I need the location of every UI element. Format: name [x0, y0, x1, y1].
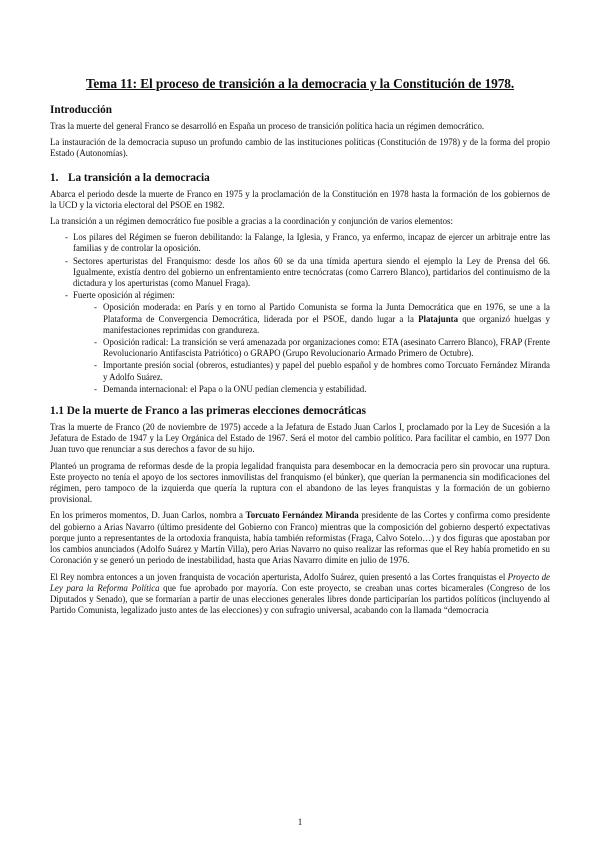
list-item-text: Los pilares del Régimen se fueron debilitando: la Falange, la Iglesia, y Franco, ya enfermo, incapaz de ejercer un arbitraje entre las familias y de controlar la oposición. [73, 232, 550, 254]
paragraph-text: El Rey nombra entonces a un joven franquista de vocación aperturista, Adolfo Suárez, quien presentó a las Cortes franquistas el [50, 571, 508, 582]
sublist-item-text: Oposición moderada: en París y en torno al Partido Comunista se forma la Junta Democrática que en 1976, se une a la Plataforma de Convergencia Democrática, liderada por el PSOE, dando lugar a la [103, 302, 550, 324]
sublist-item-text: Oposición radical: La transición se verá amenazada por organizaciones como: ETA (asesinato Carrero Blanco), FRAP (Frente Revolucionario Antifascista Patriótico) o GRAPO (Grupo Revolucionario Armado Primero de Octubre). [103, 337, 550, 359]
section-1-1-paragraph-3 [50, 510, 550, 566]
sublist-item [73, 360, 550, 382]
page-title: Tema 11: El proceso de transición a la democracia y la Constitución de 1978. [85, 76, 515, 91]
list-item [50, 232, 550, 254]
dash-bullet: - [94, 337, 97, 348]
intro-paragraph-1: Tras la muerte del general Franco se desarrolló en España un proceso de transición política hacia un régimen democrático. [50, 121, 485, 131]
opposition-sublist [73, 302, 550, 395]
dash-bullet: - [65, 232, 68, 243]
dash-bullet: - [65, 290, 68, 301]
law-project-title: Proyecto de Ley para la Reforma Política [50, 571, 550, 593]
dash-bullet: - [94, 302, 97, 313]
torcuato-name: Torcuato Fernández Miranda [245, 510, 359, 521]
paragraph-text-end: presidente de las Cortes y confirma como presidente del gobierno a Arias Navarro (último presidente del Gobierno con Franco) mientras que la composición del gobierno despertó expectativas porque junto a representantes de la ortodoxia franquista, había también reformistas (Fraga, Calvo Sotelo…) y dos figuras que apostaban por los cambios anunciados (Adolfo Suárez y Martín Villa), pero Arias Navarro no quiso realizar las reformas que el Rey había prometido en su Coronación y se generó un periodo de inestabilidad, hasta que Arias Navarro dimite en julio de 1976. [50, 510, 550, 566]
section-1-number: 1. [50, 171, 59, 184]
list-item [50, 256, 550, 290]
list-item-text: Sectores aperturistas del Franquismo: desde los años 60 se da una tímida apertura siendo el ejemplo la Ley de Prensa del 66. Igualmente, existía dentro del gobierno un enfrentamiento entre tecnócratas (como Carrero Blanco), partidarios del continuismo de la dictadura y los aperturistas (como Manuel Fraga). [73, 255, 550, 289]
section-1-paragraph-1: Abarca el periodo desde la muerte de Franco en 1975 y la proclamación de la Constitución en 1978 hasta la formación de los gobiernos de la UCD y la victoria electoral del PSOE en 1982. [50, 188, 550, 210]
section-1-1-paragraph-2: Planteó un programa de reformas desde de la propia legalidad franquista para desembocar en la democracia pero sin provocar una ruptura. Este proyecto no tenía el apoyo de los sectores inmovilistas del franquismo (el búnker), que querían la permanencia sin modificaciones del régimen, pero tampoco de la izquierda que quería la ruptura con el abandono de las leyes franquistas y la formación de un gobierno provisional. [50, 460, 550, 505]
list-item [50, 290, 550, 395]
intro-heading: Introducción [50, 104, 112, 116]
paragraph-text: En los primeros momentos, D. Juan Carlos, nombra a [50, 510, 246, 521]
paragraph-text-end: que fue aprobado por mayoría. Con este proyecto, se creaban unas cortes bicamerales (Congreso de los Diputados y Senado), que se formarían a partir de unas elecciones generales libres donde participarían los partidos políticos (incluyendo al Partido Comunista, legalizado justo antes de las elecciones) y con sufragio universal, acabando con la llamada “democracia [50, 582, 550, 616]
intro-paragraph-2: La instauración de la democracia supuso un profundo cambio de las instituciones políticas (Constitución de 1978) y de la forma del propio Estado (Autonomías). [50, 137, 550, 159]
section-1-bullet-list [50, 232, 550, 395]
sublist-item-text: Demanda internacional: el Papa o la ONU pedían clemencia y estabilidad. [103, 383, 367, 394]
list-item-text: Fuerte oposición al régimen: [73, 290, 175, 301]
section-1-1-paragraph-1: Tras la muerte de Franco (20 de noviembre de 1975) accede a la Jefatura de Estado Juan Carlos I, proclamado por la Ley de Sucesión a la Jefatura de Estado de 1947 y la Ley Orgánica del Estado de 1967. Será el motor del cambio político. Para facilitar el cambio, en 1977 Don Juan tuvo que renunciar a sus derechos a favor de su hijo. [50, 422, 550, 455]
section-1-paragraph-2: La transición a un régimen democrático fue posible a gracias a la coordinación y conjunción de varios elementos: [50, 216, 453, 227]
document-page [50, 76, 550, 621]
section-1-1-paragraph-4 [50, 572, 550, 617]
sublist-item [73, 337, 550, 359]
dash-bullet: - [94, 360, 97, 371]
dash-bullet: - [94, 383, 97, 394]
section-1-1-heading: 1.1 De la muerte de Franco a las primeras elecciones democráticas [50, 405, 366, 418]
section-1-heading [50, 172, 550, 184]
sublist-item-text-end: que organizó huelgas y manifestaciones reprimidas con grandureza. [103, 313, 550, 335]
sublist-item [73, 302, 550, 336]
section-1-title: La transición a la democracia [68, 171, 210, 184]
page-number: 1 [297, 817, 303, 827]
sublist-item [73, 384, 550, 395]
dash-bullet: - [65, 255, 68, 266]
platajunta-term: Platajunta [418, 313, 459, 324]
sublist-item-text: Importante presión social (obreros, estudiantes) y papel del pueblo español y de hombres como Torcuato Fernández Miranda y Adolfo Suárez. [103, 360, 550, 382]
